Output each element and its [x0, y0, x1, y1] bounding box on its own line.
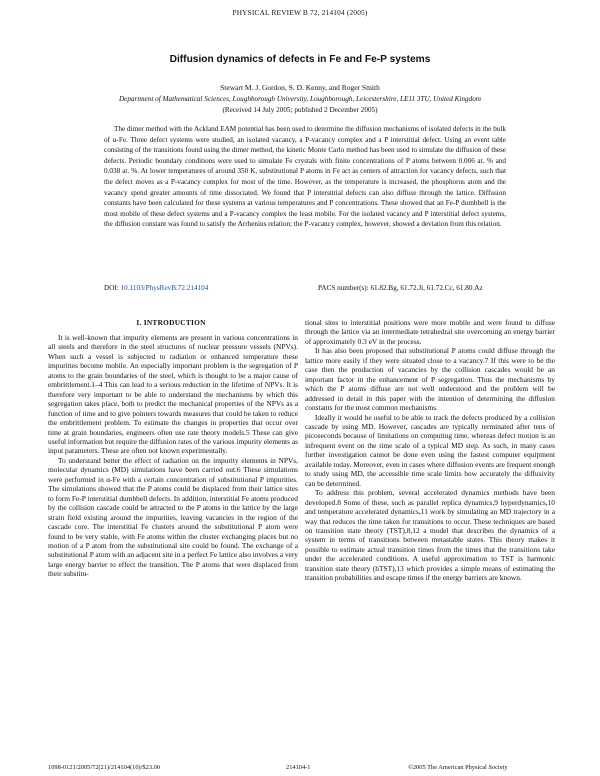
received-date: (Received 14 July 2005; published 2 December 2005): [222, 106, 378, 114]
copyright: ©2005 The American Physical Society: [408, 764, 508, 771]
doi-line: [104, 284, 208, 292]
paragraph: It is well-known that impurity elements are present in various concentrations in all steels and therefore in the steel structures of nuclear pressure vessels (NPVs). When such a vessel is subjected to radiation or enhanced temperature these impurities become mobile. An especially important problem is the segregation of P atoms to the grain boundaries of the steel, which is thought to be a major cause of embrittlement.1–4 This can lead to a serious reduction in the lifetime of NPVs. It is therefore very important to be able to understand the mechanisms by which this segregation takes place, both to predict the mechanical properties of the NPVs as a function of time and to give pointers towards measures that could be taken to reduce the embrittlement problem. To estimate the changes in properties that occur over time at grain boundaries, engineers often use rate theory models.5 These can give useful information but require the diffusion rates of the various impurity elements as input parameters. These are often not known experimentally.: [48, 333, 298, 456]
column-left: [48, 333, 298, 579]
running-head: PHYSICAL REVIEW B 72, 214104 (2005): [232, 8, 368, 17]
author-list: Stewart M. J. Gordon, S. D. Kenny, and Roger Smith: [220, 83, 380, 92]
doi-label: DOI:: [104, 284, 119, 292]
section-heading: I. INTRODUCTION: [136, 318, 206, 327]
paragraph: Ideally it would be useful to be able to track the defects produced by a collision cascade by using MD. However, cascades are typically terminated after tens of picoseconds because of limitations on computing time, whereas defect motion is an infrequent event on the time scale of a typical MD step. As such, in many cases further investigation cannot be done even using the fastest computer equipment available today. Moreover, even in cases where diffusion events are frequent enough to study using MD, the accessible time scale limits how accurately the diffusivity can be determined.: [305, 412, 555, 488]
footer-code: 1098-0121/2005/72(21)/214104(10)/$23.00: [48, 764, 161, 771]
paragraph: tional sites to interstitial positions were more mobile and were found to diffuse through the lattice via an intermediate tetrahedral site overcoming an energy barrier of approximately 0.3 eV in the process.: [305, 318, 555, 346]
page-number: 214104-1: [286, 764, 311, 771]
paragraph: To understand better the effect of radiation on the impurity elements in NPVs, molecular dynamics (MD) simulations have been carried out.6 These simulations were performed in α-Fe with a certain concentration of substitutional P impurities. The simulations showed that the P atoms could be displaced from their lattice sites to form Fe-P interstitial dumbbell defects. In addition, interstitial Fe atoms produced by the collision cascade could be attracted to the P atoms in the lattice by the large strain field existing around the impurities, leaving vacancies in the region of the cascade core. The interstitial Fe clusters around the substitutional P atom were found to be very stable, with Fe atoms within the cluster exchanging places but no motion of a P atom from the substitutional site could be found. The exchange of a substitutional P atom with an adjacent site in a perfect Fe lattice also involves a very large energy barrier to effect the transition. The P atoms that were displaced from their substitu-: [48, 455, 298, 579]
paragraph: To address this problem, several accelerated dynamics methods have been developed.8 Some of these, such as parallel replica dynamics,9 hyperdynamics,10 and temperature accelerated dynamics,11 work by simulating an MD trajectory in a way that reduces the time taken for transitions to occur. These techniques are based on transition state theory (TST),8,12 a model that describes the dynamics of a system in terms of transitions between metastable states. This theory makes it possible to estimate actual transition times from the times that the transitions take under the accelerated conditions. A useful approximation to TST is harmonic transition state theory (hTST),13 which provides a simple means of estimating the transition probabilities and escape times if the energy barriers are known.: [305, 488, 555, 583]
article-title: Diffusion dynamics of defects in Fe and Fe-P systems: [169, 54, 431, 65]
column-right: [305, 318, 555, 583]
abstract: The dimer method with the Ackland EAM potential has been used to determine the diffusion mechanisms of isolated defects in the bulk of α-Fe. Three defect systems were studied, an isolated vacancy, a P-vacancy complex and a P interstitial defect. Using an event table consisting of the transitions found using the dimer method, the kinetic Monte Carlo method has been used to simulate the diffusion of these defects. Periodic boundary conditions were used to simulate Fe crystals with finite concentrations of P atoms between 0.006 at. % and 0.038 at. %. At lower temperatures of around 350 K, substitutional P atoms in Fe act as centers of attraction for vacancy defects, such that the defect moves as a P-vacancy complex for most of the time. However, as the temperature is increased, the phosphorus atom and the vacancy spend greater amounts of time dissociated. We found that P interstitial defects can also diffuse through the lattice. Diffusion constants have been calculated for these systems at various temperatures and P concentrations. These showed that an Fe-P dumbbell is the most mobile of these defect systems and a P-vacancy complex the least mobile. For the isolated vacancy and P interstitial defect systems, the diffusion constant was found to satisfy the Arrhenius relation; the P-vacancy complex, however, showed a deviation from this relation.: [104, 125, 506, 229]
affiliation: Department of Mathematical Sciences, Loughborough University, Loughborough, Leicestershire, LE11 3TU, United Kingdom: [118, 95, 481, 103]
pacs-numbers: PACS number(s): 61.82.Bg, 61.72.Ji, 61.72.Cc, 61.80.Az: [318, 284, 483, 292]
doi-link[interactable]: 10.1103/PhysRevB.72.214104: [120, 284, 209, 292]
paragraph: It has also been proposed that substitutional P atoms could diffuse through the lattice more easily if they were situated close to a vacancy.7 If this were to be the case then the production of vacancies by the collision cascades would be an important factor in the enhancement of P segregation. Thus the mechanisms by which the P atoms diffuse are not well understood and the problem will be addressed in detail in this paper with the intention of determining the diffusion constants for the most common mechanisms.: [305, 346, 555, 413]
